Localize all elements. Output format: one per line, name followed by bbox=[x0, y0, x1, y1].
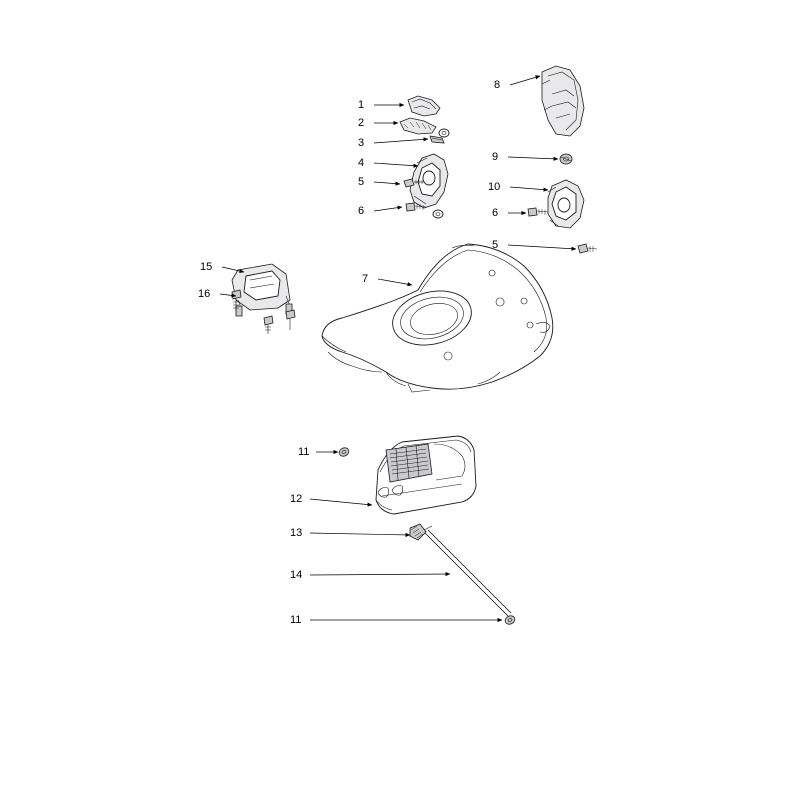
callout-label-11: 11 bbox=[298, 446, 310, 458]
part-left-side-plate bbox=[410, 154, 448, 208]
callout-leader-5b bbox=[508, 245, 576, 249]
part-bolt-small-right bbox=[578, 244, 597, 253]
callout-label-9: 9 bbox=[492, 151, 499, 163]
part-group-right-chute bbox=[528, 66, 597, 253]
callout-leader-4 bbox=[374, 163, 418, 166]
callout-label-8: 8 bbox=[494, 79, 501, 91]
callout-label-5: 5 bbox=[358, 176, 365, 188]
part-spring-washer bbox=[560, 154, 572, 164]
callout-label-10: 10 bbox=[488, 181, 501, 193]
callout-leader-7 bbox=[378, 279, 412, 285]
callout-label-5b: 5 bbox=[492, 239, 499, 251]
part-group-rear-deflector bbox=[338, 436, 516, 626]
part-torsion-spring bbox=[410, 524, 432, 540]
callout-leader-5 bbox=[374, 182, 400, 184]
callout-label-6b: 6 bbox=[492, 207, 499, 219]
part-mower-deck-housing bbox=[322, 244, 553, 392]
callout-label-4: 4 bbox=[358, 157, 365, 169]
part-fastener-clip-top bbox=[338, 446, 350, 457]
callout-label-12: 12 bbox=[290, 493, 303, 505]
callout-label-6: 6 bbox=[358, 205, 365, 217]
part-side-discharge-chute bbox=[542, 66, 584, 136]
callout-leader-12 bbox=[310, 499, 372, 505]
callout-label-11b: 11 bbox=[290, 614, 302, 626]
callout-leader-14 bbox=[310, 574, 450, 575]
callout-leader-13 bbox=[310, 533, 410, 535]
callout-label-13: 13 bbox=[290, 527, 303, 539]
part-toothed-link bbox=[400, 118, 449, 137]
part-hinge-bracket-upper bbox=[408, 96, 440, 116]
callout-label-16: 16 bbox=[198, 288, 211, 300]
callout-label-2: 2 bbox=[358, 117, 365, 129]
part-fastener-clip-bottom bbox=[504, 614, 516, 625]
callout-label-14: 14 bbox=[290, 569, 303, 581]
part-group-front-bracket bbox=[232, 264, 295, 334]
part-right-side-plate bbox=[548, 180, 584, 228]
part-group-left-hinge bbox=[400, 96, 449, 218]
part-deflector-rod bbox=[425, 530, 511, 616]
part-front-handle-bracket bbox=[232, 264, 292, 316]
callout-label-15: 15 bbox=[200, 261, 213, 273]
part-screw-flange-right bbox=[528, 208, 548, 216]
callout-label-7: 7 bbox=[362, 273, 369, 285]
callout-leader-9 bbox=[508, 157, 558, 159]
callout-leader-8 bbox=[510, 76, 540, 85]
callout-leader-3 bbox=[374, 139, 428, 143]
part-rear-deflector-cover bbox=[376, 436, 476, 514]
callout-leader-6 bbox=[374, 207, 402, 211]
callout-leader-10 bbox=[510, 187, 548, 190]
callout-label-1: 1 bbox=[358, 99, 365, 111]
callout-label-3: 3 bbox=[358, 137, 365, 149]
